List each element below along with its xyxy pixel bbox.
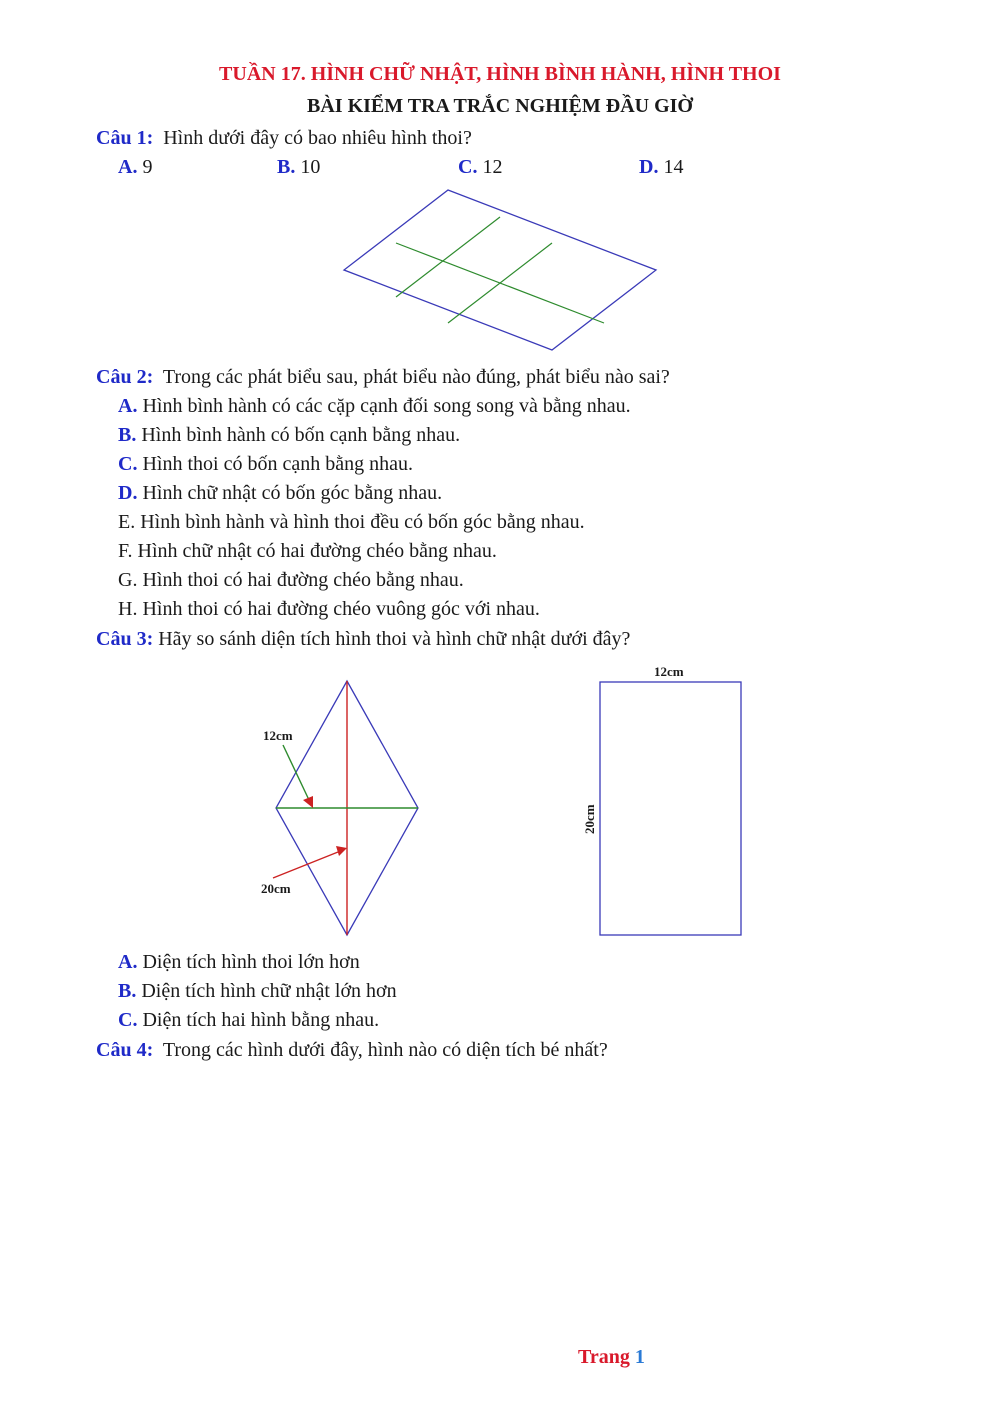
- q3-red-arrow: [273, 852, 338, 878]
- q3-option-b-letter: B.: [118, 980, 137, 1002]
- q2-statement-e: [118, 510, 585, 534]
- q2-statement-h-text: Hình thoi có hai đường chéo vuông góc với nhau.: [142, 598, 540, 620]
- page-subtitle: BÀI KIỂM TRA TRẮC NGHIỆM ĐẦU GIỜ: [307, 95, 693, 117]
- q2-statement-d-letter: D.: [118, 482, 138, 504]
- q2-statement-c-text: Hình thoi có bốn cạnh bằng nhau.: [142, 453, 413, 475]
- footer-page-number: 1: [634, 1346, 645, 1368]
- q2-statement-a-text: Hình bình hành có các cặp cạnh đối song song và bằng nhau.: [142, 395, 631, 417]
- question-3: [96, 627, 630, 651]
- q1-outer-rhombus: [344, 190, 656, 350]
- question-2-text: Trong các phát biểu sau, phát biểu nào đúng, phát biểu nào sai?: [162, 366, 670, 388]
- q3-rhombus-label-12cm: 12cm: [263, 728, 293, 743]
- page-footer: [578, 1346, 645, 1369]
- q1-option-d-letter: D.: [639, 156, 659, 178]
- q2-statement-f: [118, 539, 497, 563]
- question-4-text: Trong các hình dưới đây, hình nào có diện tích bé nhất?: [162, 1039, 608, 1061]
- q3-option-c-text: Diện tích hai hình bằng nhau.: [142, 1009, 380, 1031]
- q3-option-c: [118, 1008, 379, 1032]
- q3-rhombus-label-20cm: 20cm: [261, 881, 291, 896]
- q2-statement-e-letter: E.: [118, 511, 136, 533]
- page-title: TUẦN 17. HÌNH CHỮ NHẬT, HÌNH BÌNH HÀNH, HÌNH THOI: [219, 63, 781, 85]
- q1-grid-line-2: [396, 217, 500, 297]
- q3-rectangle-figure: [582, 664, 741, 935]
- q2-statement-b: [118, 423, 460, 447]
- q1-grid-line-3: [448, 243, 552, 323]
- q3-rectangle-height-label: 20cm: [582, 804, 597, 834]
- q2-statement-g-letter: G.: [118, 569, 138, 591]
- q3-rhombus-figure: [261, 681, 418, 935]
- question-2-label: Câu 2:: [96, 366, 154, 388]
- q1-option-c-letter: C.: [458, 156, 478, 178]
- q2-statement-f-text: Hình chữ nhật có hai đường chéo bằng nhau.: [137, 540, 497, 562]
- question-3-text: Hãy so sánh diện tích hình thoi và hình chữ nhật dưới đây?: [158, 628, 631, 650]
- q2-statement-c: [118, 452, 413, 476]
- q3-rectangle-width-label: 12cm: [654, 664, 684, 679]
- q1-option-b-value: 10: [300, 156, 321, 178]
- q3-green-arrow: [283, 745, 309, 800]
- q3-option-b-text: Diện tích hình chữ nhật lớn hơn: [141, 980, 397, 1002]
- q2-statement-c-letter: C.: [118, 453, 138, 475]
- q1-option-c-value: 12: [482, 156, 503, 178]
- q2-statement-d: [118, 481, 442, 505]
- q1-option-a-value: 9: [142, 156, 153, 178]
- q2-statement-a-letter: A.: [118, 395, 138, 417]
- question-1-text: Hình dưới đây có bao nhiêu hình thoi?: [163, 127, 472, 149]
- q1-option-a-letter: A.: [118, 156, 138, 178]
- q3-option-b: [118, 979, 397, 1003]
- q1-option-d-value: 14: [663, 156, 684, 178]
- q1-option-b-letter: B.: [277, 156, 296, 178]
- q2-statement-h: [118, 597, 540, 621]
- q2-statement-h-letter: H.: [118, 598, 138, 620]
- q3-red-arrowhead: [336, 846, 347, 856]
- question-4-label: Câu 4:: [96, 1039, 154, 1061]
- q2-statement-f-letter: F.: [118, 540, 133, 562]
- q3-option-a-letter: A.: [118, 951, 138, 973]
- q3-rectangle-outline: [600, 682, 741, 935]
- q2-statement-e-text: Hình bình hành và hình thoi đều có bốn góc bằng nhau.: [140, 511, 585, 533]
- q2-statement-b-letter: B.: [118, 424, 137, 446]
- q1-rhombus-grid-figure: [344, 190, 656, 350]
- question-2: [96, 365, 670, 389]
- q3-option-a-text: Diện tích hình thoi lớn hơn: [142, 951, 360, 973]
- q2-statement-g-text: Hình thoi có hai đường chéo bằng nhau.: [142, 569, 464, 591]
- q2-statement-d-text: Hình chữ nhật có bốn góc bằng nhau.: [142, 482, 443, 504]
- q3-option-a: [118, 950, 360, 974]
- q3-option-c-letter: C.: [118, 1009, 138, 1031]
- q2-statement-g: [118, 568, 464, 592]
- question-1-label: Câu 1:: [96, 127, 154, 149]
- question-3-label: Câu 3:: [96, 628, 154, 650]
- q2-statement-a: [118, 394, 631, 418]
- footer-word: Trang: [578, 1346, 630, 1368]
- question-4: [96, 1038, 608, 1062]
- q2-statement-b-text: Hình bình hành có bốn cạnh bằng nhau.: [141, 424, 461, 446]
